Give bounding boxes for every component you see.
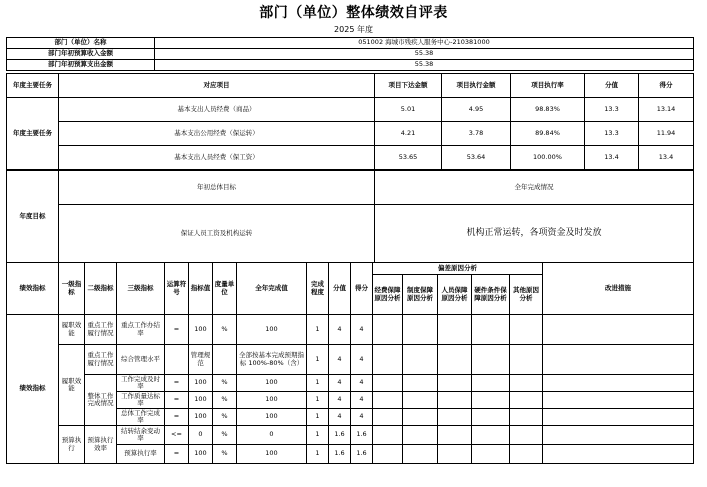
- ind-l2: 整体工作完成情况: [85, 375, 117, 426]
- ind-val: 100: [189, 392, 213, 409]
- indicators-side-label: 绩效指标: [7, 315, 59, 464]
- dev-system: 制度保障原因分析: [403, 275, 438, 315]
- ind-l3: 重点工作办结率: [117, 315, 165, 345]
- goals-right: 机构正常运转，各项资金及时发放: [375, 205, 694, 263]
- unit-label: 部门（单位）名称: [7, 38, 155, 49]
- task-exec: 4.95: [442, 98, 511, 122]
- tasks-header-exec: 项目执行金额: [442, 74, 511, 98]
- ind-done: 0: [237, 426, 307, 445]
- task-name: 基本支出人员经费（保工资）: [59, 146, 375, 170]
- ind-unit: %: [213, 375, 237, 392]
- dev-header: 偏差原因分析: [373, 263, 543, 275]
- indicators-label: 绩效指标: [7, 263, 59, 315]
- goals-label: 年度目标: [7, 171, 59, 263]
- ind-got: 1.6: [351, 426, 373, 445]
- ind-done: 100: [237, 445, 307, 464]
- ind-l2: 预算执行效率: [85, 426, 117, 464]
- ind-score: 4: [329, 375, 351, 392]
- ind-done: 100: [237, 392, 307, 409]
- ind-header-got: 得分: [351, 263, 373, 315]
- page-title: 部门（单位）整体绩效自评表: [259, 5, 448, 21]
- goals-head-right: 全年完成情况: [375, 171, 694, 205]
- ind-header-l2: 二级指标: [85, 263, 117, 315]
- header-info-table: [6, 37, 694, 71]
- budget-in-label: 部门年初预算收入金额: [7, 49, 155, 60]
- goals-left: 保证人员工资及机构运转: [59, 205, 375, 263]
- ind-val: 100: [189, 409, 213, 426]
- ind-header-score: 分值: [329, 263, 351, 315]
- tasks-header-got: 得分: [639, 74, 694, 98]
- ind-unit: %: [213, 392, 237, 409]
- ind-got: 4: [351, 375, 373, 392]
- ind-deg: 1: [307, 345, 329, 375]
- task-rate: 89.84%: [511, 122, 585, 146]
- task-name: 基本支出人员经费（商品）: [59, 98, 375, 122]
- ind-deg: 1: [307, 392, 329, 409]
- ind-op: =: [165, 315, 189, 345]
- task-name: 基本支出公用经费（保运转）: [59, 122, 375, 146]
- ind-val: 管理规范: [189, 345, 213, 375]
- goals-table: [6, 170, 694, 263]
- ind-l2: 重点工作履行情况: [85, 345, 117, 375]
- unit-value: 051002 海城市残疾人服务中心-210381000: [155, 38, 694, 49]
- table-row: [7, 146, 694, 170]
- ind-val: 100: [189, 445, 213, 464]
- task-exec: 53.64: [442, 146, 511, 170]
- ind-unit: %: [213, 445, 237, 464]
- ind-val: 100: [189, 375, 213, 392]
- ind-deg: 1: [307, 375, 329, 392]
- task-plan: 5.01: [375, 98, 442, 122]
- task-score: 13.3: [585, 98, 639, 122]
- ind-val: 0: [189, 426, 213, 445]
- ind-deg: 1: [307, 445, 329, 464]
- table-row: [7, 375, 694, 392]
- indicators-table: [6, 262, 694, 464]
- ind-header-deg: 完成程度: [307, 263, 329, 315]
- task-rate: 100.00%: [511, 146, 585, 170]
- ind-op: [165, 345, 189, 375]
- budget-out-label: 部门年初预算支出金额: [7, 60, 155, 71]
- ind-header-done: 全年完成值: [237, 263, 307, 315]
- ind-op: <=: [165, 426, 189, 445]
- ind-op: =: [165, 409, 189, 426]
- ind-got: 4: [351, 392, 373, 409]
- tasks-header-project: 对应项目: [59, 74, 375, 98]
- ind-header-l1: 一级指标: [59, 263, 85, 315]
- ind-got: 4: [351, 345, 373, 375]
- ind-score: 4: [329, 392, 351, 409]
- dev-staff: 人员保障原因分析: [438, 275, 472, 315]
- ind-l3: 结转结余变动率: [117, 426, 165, 445]
- report-year: 2025 年度: [334, 25, 373, 34]
- table-row: [7, 345, 694, 375]
- dev-hardware: 硬件条件保障原因分析: [472, 275, 510, 315]
- tasks-header-score: 分值: [585, 74, 639, 98]
- dev-fund: 经费保障原因分析: [373, 275, 403, 315]
- improve-header: 改进措施: [543, 263, 694, 315]
- ind-score: 4: [329, 315, 351, 345]
- ind-header-val: 指标值: [189, 263, 213, 315]
- ind-l3: 预算执行率: [117, 445, 165, 464]
- ind-op: =: [165, 375, 189, 392]
- tasks-top-label: 年度主要任务: [7, 74, 59, 98]
- ind-header-unit: 度量单位: [213, 263, 237, 315]
- table-row: [7, 426, 694, 445]
- ind-l3: 工作质量达标率: [117, 392, 165, 409]
- ind-score: 1.6: [329, 445, 351, 464]
- ind-header-l3: 三级指标: [117, 263, 165, 315]
- tasks-side-label: 年度主要任务: [7, 98, 59, 170]
- ind-l1: 履职效能: [59, 345, 85, 426]
- task-exec: 3.78: [442, 122, 511, 146]
- dev-other: 其他原因分析: [510, 275, 543, 315]
- ind-got: 1.6: [351, 445, 373, 464]
- ind-done: 100: [237, 409, 307, 426]
- ind-val: 100: [189, 315, 213, 345]
- ind-deg: 1: [307, 426, 329, 445]
- ind-score: 4: [329, 345, 351, 375]
- budget-in-value: 55.38: [155, 49, 694, 60]
- budget-out-value: 55.38: [155, 60, 694, 71]
- ind-done: 100: [237, 315, 307, 345]
- ind-op: =: [165, 392, 189, 409]
- task-plan: 53.65: [375, 146, 442, 170]
- ind-deg: 1: [307, 315, 329, 345]
- ind-unit: %: [213, 409, 237, 426]
- ind-l3: 综合管理水平: [117, 345, 165, 375]
- table-row: [7, 122, 694, 146]
- task-got: 13.14: [639, 98, 694, 122]
- ind-unit: %: [213, 426, 237, 445]
- task-score: 13.4: [585, 146, 639, 170]
- ind-l1: 预算执行: [59, 426, 85, 464]
- task-plan: 4.21: [375, 122, 442, 146]
- goals-head-left: 年初总体目标: [59, 171, 375, 205]
- ind-got: 4: [351, 315, 373, 345]
- ind-unit: [213, 345, 237, 375]
- table-row: [7, 315, 694, 345]
- tasks-header-rate: 项目执行率: [511, 74, 585, 98]
- tasks-table: [6, 73, 694, 170]
- ind-score: 4: [329, 409, 351, 426]
- task-rate: 98.83%: [511, 98, 585, 122]
- ind-score: 1.6: [329, 426, 351, 445]
- ind-op: =: [165, 445, 189, 464]
- ind-l3: 工作完成及时率: [117, 375, 165, 392]
- ind-unit: %: [213, 315, 237, 345]
- ind-done: 全部按基本完成预期指标 100%-80%（含）: [237, 345, 307, 375]
- ind-got: 4: [351, 409, 373, 426]
- task-got: 13.4: [639, 146, 694, 170]
- ind-done: 100: [237, 375, 307, 392]
- table-row: [7, 98, 694, 122]
- ind-l2: 重点工作履行情况: [85, 315, 117, 345]
- tasks-header-plan: 项目下达金额: [375, 74, 442, 98]
- ind-deg: 1: [307, 409, 329, 426]
- ind-header-op: 运算符号: [165, 263, 189, 315]
- ind-l1: 履职效能: [59, 315, 85, 345]
- task-score: 13.3: [585, 122, 639, 146]
- ind-l3: 总体工作完成率: [117, 409, 165, 426]
- task-got: 11.94: [639, 122, 694, 146]
